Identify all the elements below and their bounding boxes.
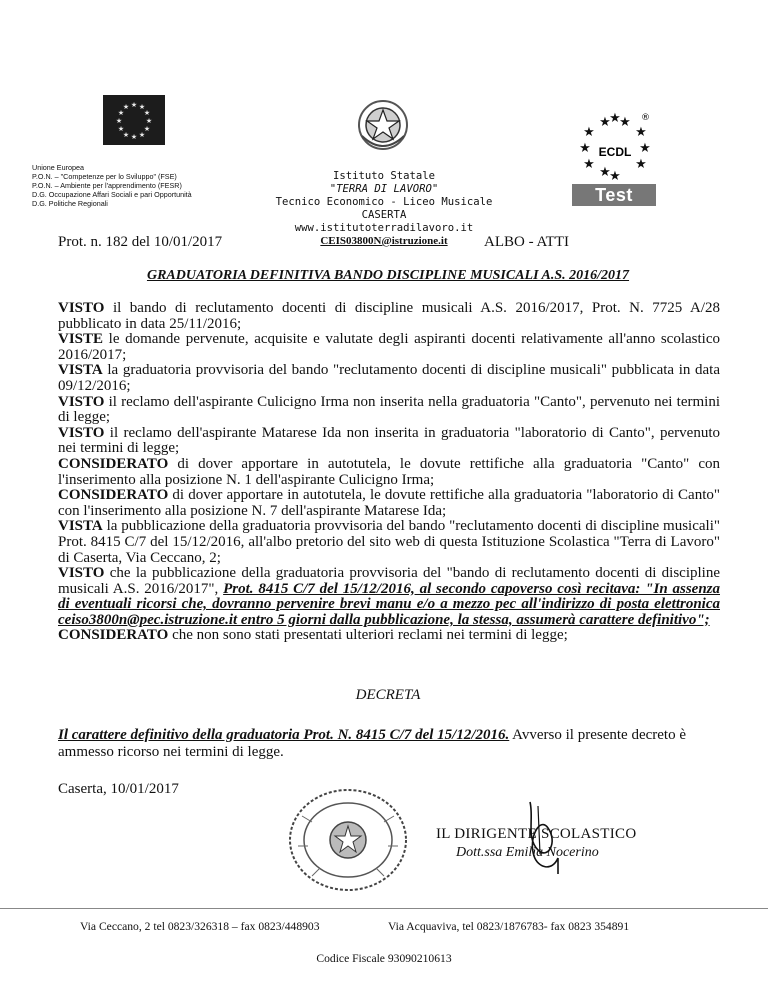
paragraph-text: la graduatoria provvisoria del bando "reclutamento docenti di discipline musicali" pubblicata in data 09/12/2016;	[58, 362, 720, 394]
paragraph-text: di dover apportare in autotutela, le dovute rettifiche alla graduatoria "Canto" con l'inserimento alla posizione N. 1 dell'aspirante Culicigno Irma;	[58, 455, 720, 488]
paragraph	[58, 301, 720, 332]
paragraph	[58, 332, 720, 363]
svg-text:★: ★	[145, 117, 153, 125]
paragraph	[58, 457, 720, 488]
svg-text:★: ★	[143, 125, 151, 133]
svg-text:★: ★	[117, 125, 125, 133]
ecdl-stars-icon	[575, 110, 655, 184]
document-title: GRADUATORIA DEFINITIVA BANDO DISCIPLINE MUSICALI A.S. 2016/2017	[146, 268, 630, 283]
svg-text:★: ★	[122, 131, 130, 139]
svg-text:★: ★	[609, 111, 621, 126]
svg-text:★: ★	[619, 115, 631, 130]
paragraph	[58, 519, 720, 566]
svg-text:★: ★	[117, 109, 125, 117]
albo-label: ALBO - ATTI	[484, 234, 569, 250]
svg-text:★: ★	[122, 103, 130, 111]
paragraph-lead: VISTA	[58, 362, 103, 379]
quoted-notice: Prot. 8415 C/7 del 15/12/2016, al secondo capoverso così recitava: "In assenza di eventuali ricorsi che, dovranno pervenire brevi manu e/o a mezzo pec all'indirizzo di posta elettronica ceiso3800n@pec.istruzione.it entro 5 giorni dalla pubblicazione, la stessa, assumerà carattere definitivo";	[58, 580, 720, 628]
decree-rest: Avverso il presente decreto è ammesso ricorso nei termini di legge.	[58, 727, 686, 760]
paragraph-lead: CONSIDERATO	[58, 455, 169, 472]
svg-text:★: ★	[138, 131, 146, 139]
school-name: "TERRA DI LAVORO"	[329, 183, 439, 195]
ecdl-label: ECDL	[598, 145, 632, 159]
svg-text:®: ®	[641, 113, 650, 123]
italian-republic-emblem-icon	[354, 98, 412, 154]
eu-line: Unione Europea	[32, 163, 84, 172]
test-center-badge: Test Center	[572, 184, 656, 206]
paragraph-lead: VISTO	[58, 393, 105, 410]
paragraph	[58, 488, 720, 519]
eu-flag-icon	[103, 95, 165, 145]
svg-text:★: ★	[635, 125, 647, 140]
paragraph-text: il bando di reclutamento docenti di discipline musicali A.S. 2016/2017, Prot. N. 7725 A/28 pubblicato in data 25/11/2016;	[58, 300, 720, 332]
paragraph-lead: CONSIDERATO	[58, 487, 169, 504]
paragraph	[58, 426, 720, 457]
eu-line: D.G. Occupazione Affari Sociali e pari Opportunità	[32, 190, 192, 199]
paragraph-text: le domande pervenute, acquisite e valutate degli aspiranti docenti relativamente all'anno scolastico 2016/2017;	[58, 331, 720, 363]
school-city: CASERTA	[361, 209, 407, 221]
paragraph-lead: VISTO	[58, 424, 105, 441]
paragraph-lead: VISTE	[58, 331, 104, 348]
school-line: Istituto Statale	[332, 170, 436, 182]
svg-text:★: ★	[599, 115, 611, 130]
school-email[interactable]: CEIS03800N@istruzione.it	[320, 235, 448, 247]
svg-text:★: ★	[599, 165, 611, 180]
document-body	[58, 301, 720, 644]
footer-address-left: Via Ceccano, 2 tel 0823/326318 – fax 0823/448903	[80, 920, 320, 933]
paragraph-text: che la pubblicazione della graduatoria provvisoria del "bando di reclutamento docenti di discipline musicali A.S. 2016/2017",	[58, 565, 720, 597]
svg-text:★: ★	[609, 169, 621, 184]
decree-emph: Il carattere definitivo della graduatoria Prot. N. 8415 C/7 del 15/12/2016.	[58, 727, 510, 743]
paragraph-lead: VISTA	[58, 518, 103, 535]
paragraph-lead: VISTO	[58, 565, 105, 582]
paragraph-text: la pubblicazione della graduatoria provvisoria del bando "reclutamento docenti di discipline musicali" Prot. 8415 C/7 del 15/12/2016, all'albo pretorio del sito web di questa Istituzione Scolastica "Terra di Lavoro" di Caserta, Via Ceccano, 2;	[58, 518, 720, 566]
eu-line: D.G. Politiche Regionali	[32, 199, 108, 208]
school-line: Tecnico Economico - Liceo Musicale	[275, 196, 493, 208]
school-website[interactable]: www.istitutoterradilavoro.it	[294, 222, 474, 234]
svg-text:★: ★	[579, 141, 591, 156]
eu-program-text	[32, 163, 192, 208]
paragraph	[58, 566, 720, 628]
place-date: Caserta, 10/01/2017	[58, 781, 179, 797]
svg-text:★: ★	[130, 101, 138, 109]
paragraph-lead: VISTO	[58, 300, 105, 316]
protocol-number: Prot. n. 182 del 10/01/2017	[58, 234, 223, 250]
eu-line: P.O.N. – "Competenze per lo Sviluppo" (FSE)	[32, 172, 177, 181]
decreta-heading: DECRETA	[355, 687, 421, 703]
paragraph	[58, 395, 720, 426]
paragraph-text: il reclamo dell'aspirante Matarese Ida non inserita in graduatoria "laboratorio di Canto", pervenuto nei termini di legge;	[58, 424, 720, 457]
footer-tax-code: Codice Fiscale 93090210613	[316, 952, 452, 965]
footer-address-right: Via Acquaviva, tel 0823/1876783- fax 0823 354891	[388, 920, 630, 933]
school-stamp-icon	[282, 786, 414, 894]
paragraph	[58, 363, 720, 394]
svg-text:★: ★	[639, 141, 651, 156]
svg-text:★: ★	[115, 117, 123, 125]
paragraph-text: che non sono stati presentati ulteriori reclami nei termini di legge;	[168, 627, 568, 644]
paragraph-text: il reclamo dell'aspirante Culicigno Irma non inserita nella graduatoria "Canto", pervenuto nei termini di legge;	[58, 393, 720, 426]
svg-text:★: ★	[583, 125, 595, 140]
svg-text:★: ★	[635, 157, 647, 172]
paragraph	[58, 628, 720, 644]
paragraph-text: di dover apportare in autotutela, le dovute rettifiche alla graduatoria "laboratorio di Canto" con l'inserimento alla posizione N. 7 dell'aspirante Matarese Ida;	[58, 487, 720, 519]
decree-text	[58, 727, 720, 761]
eu-line: P.O.N. – Ambiente per l'apprendimento (FESR)	[32, 181, 182, 190]
svg-text:★: ★	[138, 103, 146, 111]
school-header	[250, 170, 518, 248]
signer-title: IL DIRIGENTE SCOLASTICO	[436, 826, 637, 842]
svg-text:★: ★	[583, 157, 595, 172]
signer-name: Dott.ssa Emilia Nocerino	[456, 845, 599, 860]
svg-text:★: ★	[130, 133, 138, 141]
footer-divider	[0, 908, 768, 909]
handwritten-signature-icon	[508, 798, 578, 878]
svg-text:★: ★	[143, 109, 151, 117]
paragraph-lead: CONSIDERATO	[58, 627, 169, 644]
